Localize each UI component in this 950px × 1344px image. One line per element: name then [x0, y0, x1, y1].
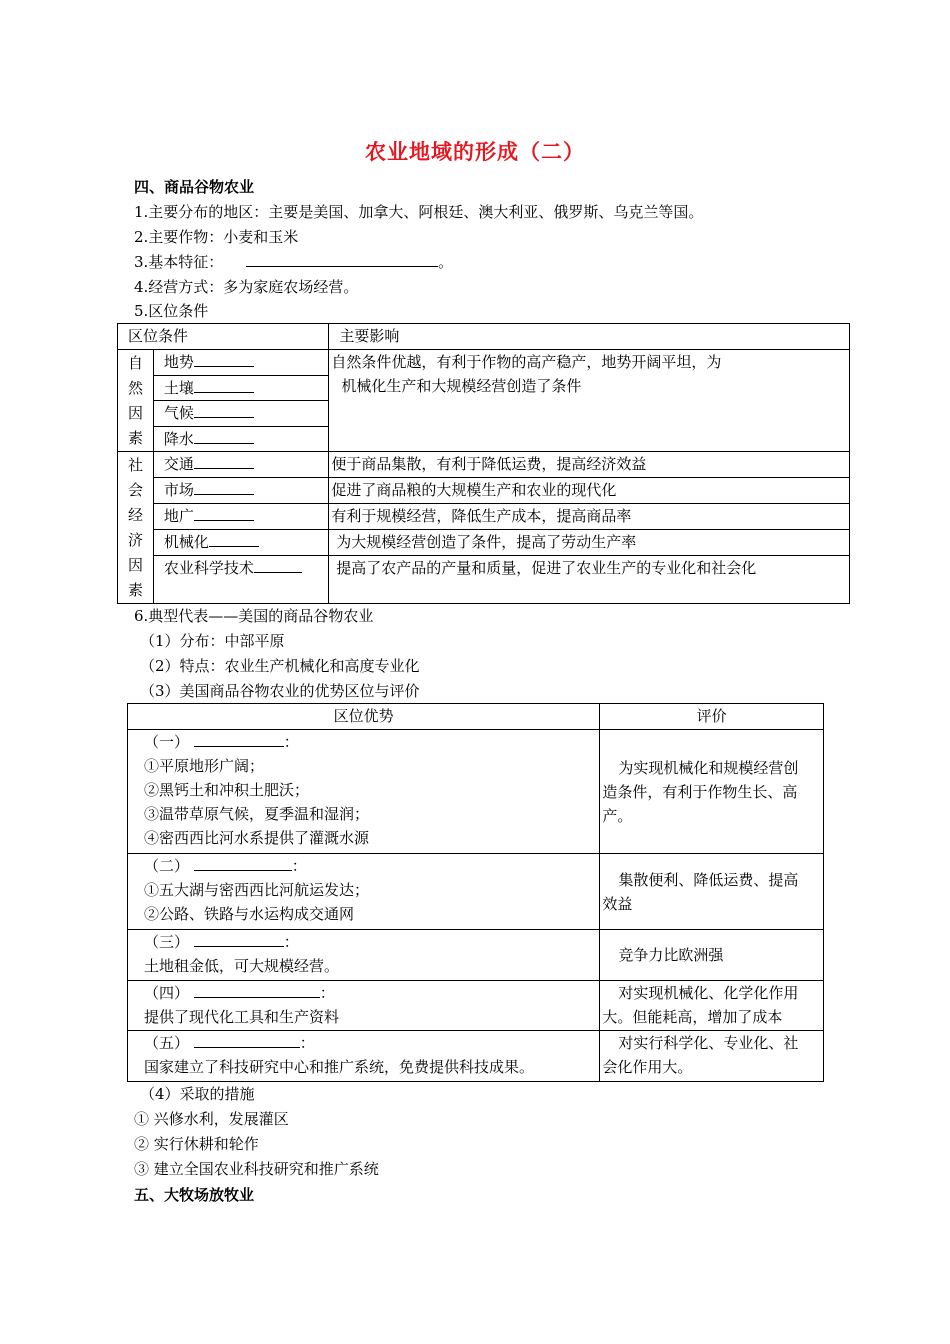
- measures-heading: （4）采取的措施: [140, 1085, 255, 1103]
- advantage-1-line3: ③温带草原气候，夏季温和湿润；: [144, 805, 370, 823]
- advantage-3-line1: 土地租金低，可大规模经营。: [144, 957, 340, 975]
- evaluation-row-1: 为实现机械化和规模经营创 造条件，有利于作物生长、高 产。: [600, 730, 824, 854]
- item-features-end: 。: [438, 253, 454, 271]
- natural-factor-soil: 土壤: [153, 375, 329, 401]
- soil-blank[interactable]: [194, 376, 254, 393]
- section6-features: （2）特点：农业生产机械化和高度专业化: [140, 657, 420, 675]
- measure-1: ① 兴修水利，发展灌区: [134, 1110, 289, 1128]
- evaluation-row-5: 对实行科学化、专业化、社 会化作用大。: [600, 1031, 824, 1082]
- evaluation-row-4: 对实现机械化、化学化作用 大。但能耗高，增加了成本: [600, 981, 824, 1031]
- social-effect-land: 有利于规模经营，降低生产成本，提高商品率: [329, 504, 850, 530]
- advantage-4-label: （四）: [144, 984, 190, 1002]
- natural-factor-climate: 气候: [153, 401, 329, 427]
- natural-effect-line1: 自然条件优越，有利于作物的高产稳产，地势开阔平坦，为: [331, 353, 722, 371]
- advantages-table: [127, 703, 824, 1082]
- measure-2: ② 实行休耕和轮作: [134, 1135, 259, 1153]
- item-features: [134, 251, 453, 273]
- advantage-5-blank[interactable]: [194, 1031, 300, 1048]
- advantage-2-line1: ①五大湖与密西西比河航运发达；: [144, 881, 370, 899]
- item-distribution: 1.主要分布的地区：主要是美国、加拿大、阿根廷、澳大利亚、俄罗斯、乌克兰等国。: [134, 203, 704, 221]
- social-effect-transport: 便于商品集散，有利于降低运费，提高经济效益: [329, 452, 850, 478]
- item-crops: 2.主要作物：小麦和玉米: [134, 228, 299, 246]
- social-effect-mechanization: 为大规模经营创造了条件，提高了劳动生产率: [329, 530, 850, 556]
- advantage-2-blank[interactable]: [194, 854, 292, 871]
- advantage-2-label: （二）: [144, 857, 190, 875]
- advantage-1-label: （一）: [144, 733, 190, 751]
- social-factor-land: 地广: [153, 504, 329, 530]
- section6-advantages: （3）美国商品谷物农业的优势区位与评价: [140, 682, 420, 700]
- table1-header-effect: 主要影响: [329, 324, 850, 350]
- advantage-5-label: （五）: [144, 1034, 190, 1052]
- advantage-row-3: （三） ： 土地租金低，可大规模经营。: [128, 930, 600, 981]
- advantage-row-4: （四） ： 提供了现代化工具和生产资料: [128, 981, 600, 1031]
- land-blank[interactable]: [194, 504, 254, 521]
- natural-effect-line2: 机械化生产和大规模经营创造了条件: [341, 377, 582, 395]
- natural-effect: [329, 350, 850, 452]
- science-blank[interactable]: [254, 556, 302, 573]
- advantage-4-line1: 提供了现代化工具和生产资料: [144, 1008, 340, 1026]
- natural-group-label: 自然因素: [118, 350, 154, 452]
- measure-3: ③ 建立全国农业科技研究和推广系统: [134, 1160, 379, 1178]
- natural-factor-precipitation: 降水: [153, 426, 329, 452]
- evaluation-row-2: 集散便利、降低运费、提高 效益: [600, 854, 824, 930]
- transport-blank[interactable]: [194, 452, 254, 469]
- social-factor-mechanization: 机械化: [153, 530, 329, 556]
- social-group-label: 社会经济因素: [118, 452, 154, 604]
- social-factor-transport: 交通: [153, 452, 329, 478]
- section4-heading: 四、商品谷物农业: [134, 178, 255, 196]
- section6-heading: 6.典型代表——美国的商品谷物农业: [134, 607, 374, 625]
- features-blank[interactable]: [246, 251, 438, 267]
- advantage-1-line2: ②黑钙土和冲积土肥沃；: [144, 781, 310, 799]
- advantage-5-line1: 国家建立了科技研究中心和推广系统，免费提供科技成果。: [144, 1058, 535, 1076]
- table2-header-advantage: 区位优势: [128, 704, 600, 730]
- advantage-1-line4: ④密西西比河水系提供了灌溉水源: [144, 829, 370, 847]
- advantage-row-5: （五） ： 国家建立了科技研究中心和推广系统，免费提供科技成果。: [128, 1031, 600, 1082]
- advantage-row-2: （二） ： ①五大湖与密西西比河航运发达； ②公路、铁路与水运构成交通网: [128, 854, 600, 930]
- natural-factor-terrain: 地势: [153, 350, 329, 376]
- advantage-1-blank[interactable]: [194, 730, 284, 747]
- section5-heading: 五、大牧场放牧业: [134, 1186, 255, 1204]
- social-effect-science: 提高了农产品的产量和质量，促进了农业生产的专业化和社会化: [329, 556, 850, 604]
- advantage-2-line2: ②公路、铁路与水运构成交通网: [144, 905, 355, 923]
- table1-header-condition: 区位条件: [118, 324, 329, 350]
- climate-blank[interactable]: [194, 401, 254, 418]
- advantage-1-line1: ①平原地形广阔；: [144, 757, 265, 775]
- terrain-blank[interactable]: [194, 350, 254, 367]
- advantage-row-1: （一） ： ①平原地形广阔； ②黑钙土和冲积土肥沃； ③温带草原气候，夏季温和湿润； ④密西西比河水系提供了灌溉水源: [128, 730, 600, 854]
- precipitation-blank[interactable]: [194, 427, 254, 444]
- social-factor-science: 农业科学技术: [153, 556, 329, 604]
- advantage-3-blank[interactable]: [194, 930, 284, 947]
- advantage-4-blank[interactable]: [194, 981, 320, 998]
- mechanization-blank[interactable]: [209, 530, 259, 547]
- page-title: 农业地域的形成（二）: [365, 139, 585, 164]
- section6-distribution: （1）分布：中部平原: [140, 632, 285, 650]
- location-conditions-table: [117, 323, 850, 604]
- table2-header-evaluation: 评价: [600, 704, 824, 730]
- social-effect-market: 促进了商品粮的大规模生产和农业的现代化: [329, 478, 850, 504]
- advantage-3-label: （三）: [144, 933, 190, 951]
- item-features-label: 3.基本特征：: [134, 253, 224, 271]
- market-blank[interactable]: [194, 478, 254, 495]
- social-factor-market: 市场: [153, 478, 329, 504]
- evaluation-row-3: 竞争力比欧洲强: [600, 930, 824, 981]
- item-management: 4.经营方式：多为家庭农场经营。: [134, 278, 359, 296]
- item-location-conditions: 5.区位条件: [134, 302, 209, 320]
